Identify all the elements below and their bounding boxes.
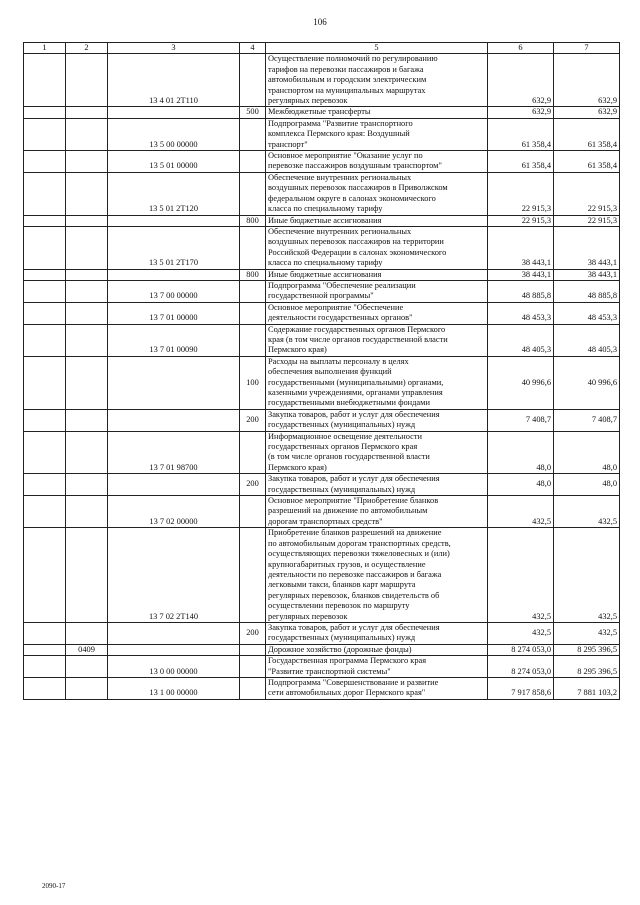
header-cell: 7 xyxy=(554,43,620,54)
table-row xyxy=(24,118,620,150)
section-cell xyxy=(24,226,66,269)
section-cell xyxy=(24,107,66,118)
description-cell: Иные бюджетные ассигнования xyxy=(266,215,488,226)
amount-year1-cell: 48 453,3 xyxy=(488,302,554,324)
amount-year2-cell: 632,9 xyxy=(554,107,620,118)
amount-year1-cell: 7 408,7 xyxy=(488,409,554,431)
description-cell: Межбюджетные трансферты xyxy=(266,107,488,118)
section-cell xyxy=(24,118,66,150)
target-article-cell xyxy=(108,409,240,431)
description-cell: Расходы на выплаты персоналу в целях обеспечения выполнения функций государственными (муниципальными) органами, казенными учреждениями, органами управления государственными внебюджетными фондами xyxy=(266,356,488,409)
description-cell: Обеспечение внутренних региональных воздушных перевозок пассажиров на территории Российской Федерации в салонах экономического класса по специальному тарифу xyxy=(266,226,488,269)
amount-year1-cell: 8 274 053,0 xyxy=(488,656,554,678)
section-cell xyxy=(24,528,66,623)
description-cell: Иные бюджетные ассигнования xyxy=(266,269,488,280)
target-article-cell: 13 5 00 00000 xyxy=(108,118,240,150)
target-article-cell: 13 4 01 2T110 xyxy=(108,54,240,107)
amount-year2-cell: 7 408,7 xyxy=(554,409,620,431)
section-cell xyxy=(24,172,66,215)
amount-year2-cell: 8 295 396,5 xyxy=(554,656,620,678)
header-cell: 3 xyxy=(108,43,240,54)
table-row xyxy=(24,409,620,431)
subsection-cell xyxy=(66,302,108,324)
amount-year1-cell: 22 915,3 xyxy=(488,172,554,215)
amount-year2-cell: 432,5 xyxy=(554,622,620,644)
amount-year2-cell: 632,9 xyxy=(554,54,620,107)
amount-year2-cell: 8 295 396,5 xyxy=(554,644,620,655)
amount-year1-cell: 22 915,3 xyxy=(488,215,554,226)
amount-year1-cell: 7 917 858,6 xyxy=(488,677,554,699)
table-row xyxy=(24,677,620,699)
amount-year1-cell: 432,5 xyxy=(488,622,554,644)
expense-type-cell xyxy=(240,172,266,215)
description-cell: Дорожное хозяйство (дорожные фонды) xyxy=(266,644,488,655)
table-row xyxy=(24,656,620,678)
table-row xyxy=(24,622,620,644)
section-cell xyxy=(24,356,66,409)
table-row xyxy=(24,324,620,356)
subsection-cell xyxy=(66,474,108,496)
description-cell: Осуществление полномочий по регулированию тарифов на перевозки пассажиров и багажа автомобильным и городским электрическим транспортом на муниципальных маршрутах регулярных перевозок xyxy=(266,54,488,107)
table-row xyxy=(24,302,620,324)
section-cell xyxy=(24,409,66,431)
amount-year1-cell: 38 443,1 xyxy=(488,226,554,269)
target-article-cell: 13 7 01 98700 xyxy=(108,431,240,474)
amount-year2-cell: 432,5 xyxy=(554,496,620,528)
amount-year1-cell: 432,5 xyxy=(488,496,554,528)
subsection-cell xyxy=(66,226,108,269)
table-row xyxy=(24,172,620,215)
subsection-cell xyxy=(66,528,108,623)
target-article-cell: 13 7 02 2T140 xyxy=(108,528,240,623)
amount-year2-cell: 48,0 xyxy=(554,431,620,474)
subsection-cell xyxy=(66,409,108,431)
target-article-cell: 13 1 00 00000 xyxy=(108,677,240,699)
subsection-cell xyxy=(66,677,108,699)
subsection-cell xyxy=(66,431,108,474)
table-row xyxy=(24,644,620,655)
subsection-cell xyxy=(66,496,108,528)
table-row xyxy=(24,54,620,107)
expense-type-cell xyxy=(240,54,266,107)
amount-year1-cell: 632,9 xyxy=(488,107,554,118)
amount-year1-cell: 48,0 xyxy=(488,431,554,474)
amount-year2-cell: 48 453,3 xyxy=(554,302,620,324)
description-cell: Закупка товаров, работ и услуг для обеспечения государственных (муниципальных) нужд xyxy=(266,409,488,431)
target-article-cell xyxy=(108,356,240,409)
description-cell: Подпрограмма "Обеспечение реализации государственной программы" xyxy=(266,280,488,302)
amount-year1-cell: 432,5 xyxy=(488,528,554,623)
amount-year2-cell: 61 358,4 xyxy=(554,151,620,173)
subsection-cell: 0409 xyxy=(66,644,108,655)
target-article-cell xyxy=(108,474,240,496)
expense-type-cell: 200 xyxy=(240,409,266,431)
footer-code: 2090-17 xyxy=(42,882,66,890)
expense-type-cell xyxy=(240,302,266,324)
expense-type-cell xyxy=(240,324,266,356)
amount-year2-cell: 48 405,3 xyxy=(554,324,620,356)
amount-year2-cell: 432,5 xyxy=(554,528,620,623)
target-article-cell: 13 5 01 2T170 xyxy=(108,226,240,269)
section-cell xyxy=(24,269,66,280)
expense-type-cell: 200 xyxy=(240,474,266,496)
target-article-cell xyxy=(108,269,240,280)
table-row xyxy=(24,431,620,474)
table-row xyxy=(24,151,620,173)
header-cell: 2 xyxy=(66,43,108,54)
description-cell: Обеспечение внутренних региональных воздушных перевозок пассажиров в Приволжском федеральном округе в салонах экономического класса по специальному тарифу xyxy=(266,172,488,215)
description-cell: Основное мероприятие "Приобретение бланков разрешений на движение по автомобильным дорогам транспортных средств" xyxy=(266,496,488,528)
expense-type-cell xyxy=(240,644,266,655)
section-cell xyxy=(24,54,66,107)
description-cell: Закупка товаров, работ и услуг для обеспечения государственных (муниципальных) нужд xyxy=(266,622,488,644)
target-article-cell xyxy=(108,644,240,655)
amount-year2-cell: 48,0 xyxy=(554,474,620,496)
expense-type-cell: 800 xyxy=(240,215,266,226)
section-cell xyxy=(24,302,66,324)
expense-type-cell xyxy=(240,151,266,173)
table-row xyxy=(24,269,620,280)
subsection-cell xyxy=(66,172,108,215)
target-article-cell xyxy=(108,107,240,118)
subsection-cell xyxy=(66,215,108,226)
subsection-cell xyxy=(66,622,108,644)
table-row xyxy=(24,215,620,226)
page-number: 106 xyxy=(313,17,327,27)
subsection-cell xyxy=(66,356,108,409)
section-cell xyxy=(24,677,66,699)
target-article-cell: 13 0 00 00000 xyxy=(108,656,240,678)
expense-type-cell: 800 xyxy=(240,269,266,280)
expense-type-cell: 500 xyxy=(240,107,266,118)
amount-year1-cell: 48 885,8 xyxy=(488,280,554,302)
section-cell xyxy=(24,215,66,226)
expense-type-cell xyxy=(240,280,266,302)
table-row xyxy=(24,356,620,409)
subsection-cell xyxy=(66,107,108,118)
table-row xyxy=(24,496,620,528)
expense-type-cell xyxy=(240,431,266,474)
table-row xyxy=(24,528,620,623)
description-cell: Основное мероприятие "Обеспечение деятельности государственных органов" xyxy=(266,302,488,324)
amount-year2-cell: 38 443,1 xyxy=(554,269,620,280)
description-cell: Основное мероприятие "Оказание услуг по перевозке пассажиров воздушным транспортом" xyxy=(266,151,488,173)
section-cell xyxy=(24,656,66,678)
expense-type-cell: 100 xyxy=(240,356,266,409)
amount-year2-cell: 7 881 103,2 xyxy=(554,677,620,699)
expense-type-cell xyxy=(240,677,266,699)
section-cell xyxy=(24,431,66,474)
amount-year2-cell: 48 885,8 xyxy=(554,280,620,302)
section-cell xyxy=(24,496,66,528)
target-article-cell xyxy=(108,215,240,226)
section-cell xyxy=(24,324,66,356)
subsection-cell xyxy=(66,269,108,280)
amount-year2-cell: 22 915,3 xyxy=(554,172,620,215)
target-article-cell xyxy=(108,622,240,644)
amount-year1-cell: 61 358,4 xyxy=(488,118,554,150)
expense-type-cell xyxy=(240,118,266,150)
amount-year1-cell: 8 274 053,0 xyxy=(488,644,554,655)
amount-year2-cell: 22 915,3 xyxy=(554,215,620,226)
expense-type-cell xyxy=(240,496,266,528)
target-article-cell: 13 7 02 00000 xyxy=(108,496,240,528)
description-cell: Государственная программа Пермского края "Развитие транспортной системы" xyxy=(266,656,488,678)
section-cell xyxy=(24,622,66,644)
section-cell xyxy=(24,644,66,655)
subsection-cell xyxy=(66,118,108,150)
expense-type-cell xyxy=(240,656,266,678)
description-cell: Подпрограмма "Развитие транспортного комплекса Пермского края: Воздушный транспорт" xyxy=(266,118,488,150)
expense-type-cell xyxy=(240,528,266,623)
amount-year1-cell: 48,0 xyxy=(488,474,554,496)
header-cell: 4 xyxy=(240,43,266,54)
header-row xyxy=(24,43,620,54)
table-row xyxy=(24,474,620,496)
description-cell: Информационное освещение деятельности государственных органов Пермского края (в том числе органов государственной власти Пермского края) xyxy=(266,431,488,474)
subsection-cell xyxy=(66,280,108,302)
amount-year1-cell: 48 405,3 xyxy=(488,324,554,356)
description-cell: Подпрограмма "Совершенствование и развитие сети автомобильных дорог Пермского края" xyxy=(266,677,488,699)
header-cell: 1 xyxy=(24,43,66,54)
section-cell xyxy=(24,280,66,302)
header-cell: 5 xyxy=(266,43,488,54)
target-article-cell: 13 5 01 00000 xyxy=(108,151,240,173)
description-cell: Приобретение бланков разрешений на движение по автомобильным дорогам транспортных средств, осуществляющих перевозки тяжеловесных и (или) крупногабаритных грузов, и осуществление деятельности по перевозке пассажиров и багажа легковыми такси, бланков карт маршрута регулярных перевозок, бланков свидетельств об осуществлении перевозок по маршруту регулярных перевозок xyxy=(266,528,488,623)
table-row xyxy=(24,280,620,302)
amount-year1-cell: 61 358,4 xyxy=(488,151,554,173)
subsection-cell xyxy=(66,54,108,107)
subsection-cell xyxy=(66,656,108,678)
section-cell xyxy=(24,151,66,173)
target-article-cell: 13 7 01 00090 xyxy=(108,324,240,356)
expense-type-cell: 200 xyxy=(240,622,266,644)
header-cell: 6 xyxy=(488,43,554,54)
amount-year2-cell: 40 996,6 xyxy=(554,356,620,409)
description-cell: Закупка товаров, работ и услуг для обеспечения государственных (муниципальных) нужд xyxy=(266,474,488,496)
table-row xyxy=(24,107,620,118)
budget-table xyxy=(23,42,620,700)
subsection-cell xyxy=(66,151,108,173)
target-article-cell: 13 5 01 2T120 xyxy=(108,172,240,215)
subsection-cell xyxy=(66,324,108,356)
section-cell xyxy=(24,474,66,496)
amount-year1-cell: 632,9 xyxy=(488,54,554,107)
expense-type-cell xyxy=(240,226,266,269)
amount-year1-cell: 40 996,6 xyxy=(488,356,554,409)
target-article-cell: 13 7 00 00000 xyxy=(108,280,240,302)
amount-year2-cell: 38 443,1 xyxy=(554,226,620,269)
amount-year1-cell: 38 443,1 xyxy=(488,269,554,280)
description-cell: Содержание государственных органов Пермского края (в том числе органов государственной власти Пермского края) xyxy=(266,324,488,356)
amount-year2-cell: 61 358,4 xyxy=(554,118,620,150)
target-article-cell: 13 7 01 00000 xyxy=(108,302,240,324)
table-row xyxy=(24,226,620,269)
